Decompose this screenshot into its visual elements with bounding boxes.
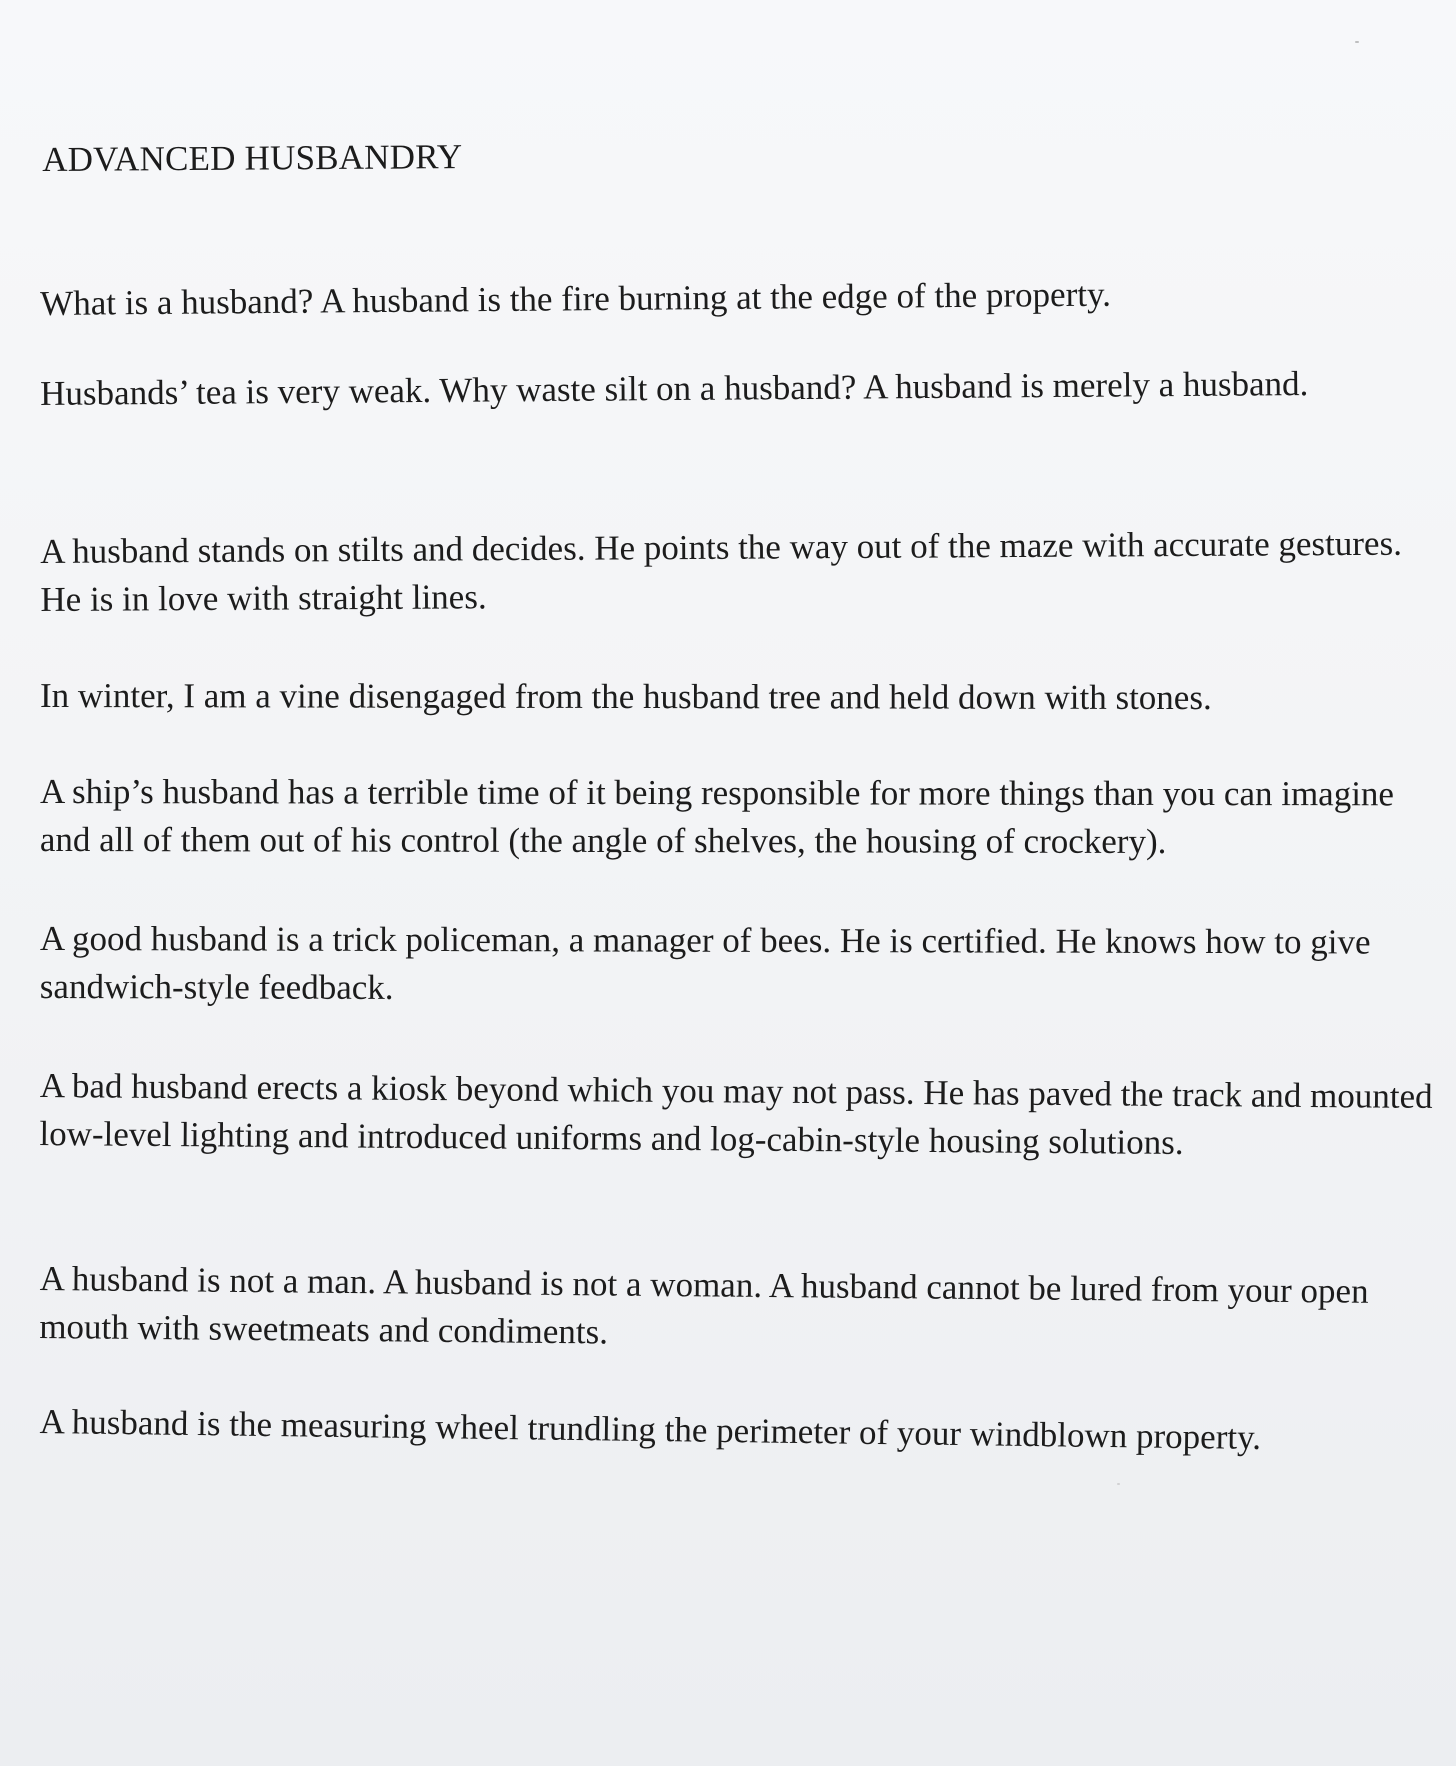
paper-speck [1117,1483,1120,1485]
paper-speck [1355,41,1359,43]
page-title: ADVANCED HUSBANDRY [42,137,463,179]
paragraph-3: A husband stands on stilts and decides. He points the way out of the maze with accurate gestures. He is in love with straight lines. [40,523,1403,619]
paragraph-2: Husbands’ tea is very weak. Why waste silt on a husband? A husband is merely a husband. [40,364,1309,413]
paragraph-8: A husband is not a man. A husband is not a woman. A husband cannot be lured from your open mouth with sweetmeats and condiments. [39,1258,1369,1352]
paragraph-1: What is a husband? A husband is the fire burning at the edge of the property. [40,274,1112,323]
paragraph-4: In winter, I am a vine disengaged from the husband tree and held down with stones. [39,676,1212,718]
paragraph-5: A ship’s husband has a terrible time of it being responsible for more things than you can imagine and all of them out of his control (the angle of shelves, the housing of crockery). [39,772,1395,861]
paragraph-6: A good husband is a trick policeman, a manager of bees. He is certified. He knows how to give sandwich-style feedback. [39,919,1371,1007]
paragraph-9: A husband is the measuring wheel trundling the perimeter of your windblown property. [39,1401,1262,1457]
paragraph-7: A bad husband erects a kiosk beyond which you may not pass. He has paved the track and mounted low-level lighting and introduced uniforms and log-cabin-style housing solutions. [39,1065,1433,1162]
